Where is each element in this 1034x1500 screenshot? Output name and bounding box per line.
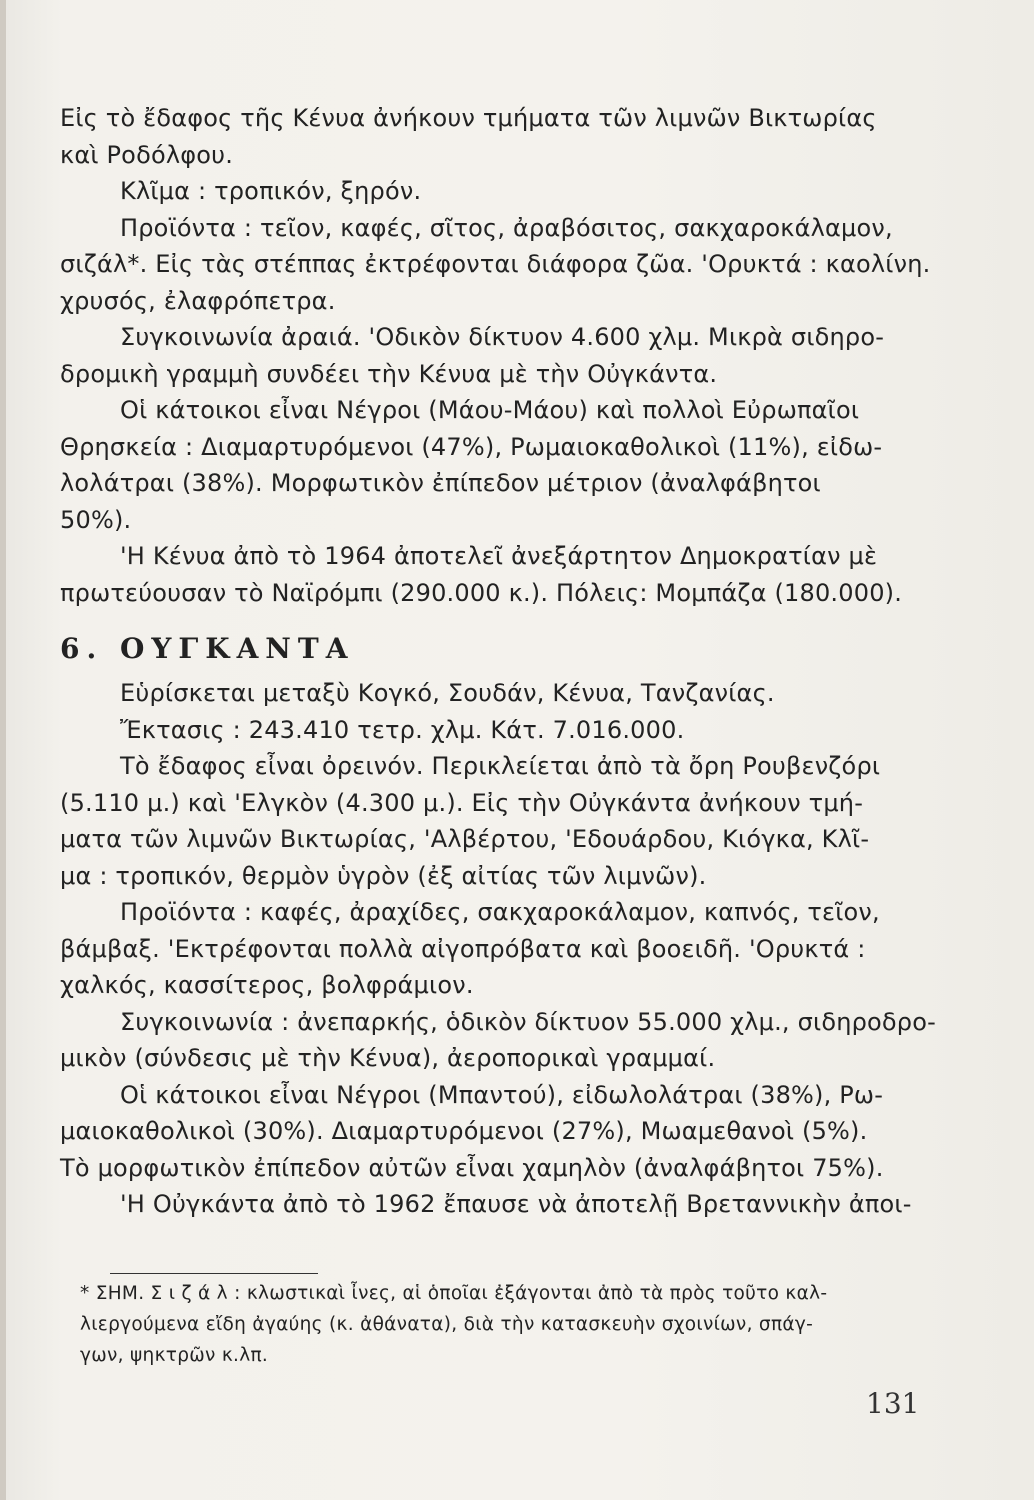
text-line: 50%). bbox=[60, 505, 132, 534]
text-line: (5.110 μ.) καὶ 'Ελγκὸν (4.300 μ.). Εἰς τὴν Οὐγκάντα ἀνήκουν τμή- bbox=[60, 788, 864, 817]
text-line: λολάτραι (38%). Μορφωτικὸν ἐπίπεδον μέτριον (ἀναλφάβητοι bbox=[60, 469, 821, 497]
section-heading: 6. ΟΥΓΚΑΝΤΑ bbox=[60, 632, 355, 665]
text-line: Εὑρίσκεται μεταξὺ Κογκό, Σουδάν, Κένυα, Τανζανίας. bbox=[120, 679, 775, 707]
page-spine-edge bbox=[0, 0, 6, 1500]
text-line: Ἔκτασις : 243.410 τετρ. χλμ. Κάτ. 7.016.000. bbox=[120, 715, 685, 744]
text-line: Θρησκεία : Διαμαρτυρόμενοι (47%), Ρωμαιοκαθολικοὶ (11%), εἰδω- bbox=[60, 432, 883, 461]
text-line: μαιοκαθολικοὶ (30%). Διαμαρτυρόμενοι (27%), Μωαμεθανοὶ (5%). bbox=[60, 1117, 868, 1145]
text-line: Οἱ κάτοικοι εἶναι Νέγροι (Μάου-Μάου) καὶ πολλοὶ Εὐρωπαῖοι bbox=[120, 396, 860, 424]
text-line: πρωτεύουσαν τὸ Ναϊρόμπι (290.000 κ.). Πόλεις: Μομπάζα (180.000). bbox=[60, 578, 903, 607]
text-line: μα : τροπικόν, θερμὸν ὑγρὸν (ἐξ αἰτίας τῶν λιμνῶν). bbox=[60, 861, 707, 890]
text-line: Συγκοινωνία : ἀνεπαρκής, ὁδικὸν δίκτυον 55.000 χλμ., σιδηροδρο- bbox=[120, 1007, 936, 1036]
footnote-line: γων, ψηκτρῶν κ.λπ. bbox=[80, 1345, 269, 1366]
text-line: 'Η Κένυα ἀπὸ τὸ 1964 ἀποτελεῖ ἀνεξάρτητον Δημοκρατίαν μὲ bbox=[120, 542, 878, 570]
text-line: Τὸ μορφωτικὸν ἐπίπεδον αὐτῶν εἶναι χαμηλὸν (ἀναλφάβητοι 75%). bbox=[60, 1153, 884, 1182]
text-line: Συγκοινωνία ἀραιά. 'Οδικὸν δίκτυον 4.600 χλμ. Μικρὰ σιδηρο- bbox=[120, 323, 885, 351]
text-line: δρομικὴ γραμμὴ συνδέει τὴν Κένυα μὲ τὴν Οὐγκάντα. bbox=[60, 359, 718, 388]
text-line: Οἱ κάτοικοι εἶναι Νέγροι (Μπαντού), εἰδωλολάτραι (38%), Ρω- bbox=[120, 1080, 884, 1109]
text-line: βάμβαξ. 'Εκτρέφονται πολλὰ αἰγοπρόβατα καὶ βοοειδῆ. 'Ορυκτά : bbox=[60, 934, 866, 963]
body-text bbox=[60, 100, 940, 1223]
text-line: 'Η Οὐγκάντα ἀπὸ τὸ 1962 ἔπαυσε νὰ ἀποτελῇ Βρεταννικὴν ἀποι- bbox=[120, 1190, 912, 1218]
page-number: 131 bbox=[866, 1387, 920, 1420]
text-line: χρυσός, ἐλαφρόπετρα. bbox=[60, 286, 336, 315]
text-line: Τὸ ἔδαφος εἶναι ὀρεινόν. Περικλείεται ἀπὸ τὰ ὄρη Ρουβενζόρι bbox=[120, 752, 881, 780]
footnote-divider bbox=[110, 1273, 318, 1274]
text-line: Προϊόντα : τεῖον, καφές, σῖτος, ἀραβόσιτος, σακχαροκάλαμον, bbox=[120, 213, 893, 242]
text-line: Προϊόντα : καφές, ἀραχίδες, σακχαροκάλαμον, καπνός, τεῖον, bbox=[120, 898, 880, 926]
text-line: μικὸν (σύνδεσις μὲ τὴν Κένυα), ἀεροπορικαὶ γραμμαί. bbox=[60, 1044, 716, 1072]
text-line: ματα τῶν λιμνῶν Βικτωρίας, 'Αλβέρτου, 'Εδουάρδου, Κιόγκα, Κλῖ- bbox=[60, 825, 870, 853]
text-line: Κλῖμα : τροπικόν, ξηρόν. bbox=[120, 177, 422, 205]
text-line: καὶ Ροδόλφου. bbox=[60, 140, 234, 169]
text-line: Εἰς τὸ ἔδαφος τῆς Κένυα ἀνήκουν τμήματα τῶν λιμνῶν Βικτωρίας bbox=[60, 104, 877, 132]
footnote-line: λιεργούμενα εἴδη ἀγαύης (κ. ἀθάνατα), διὰ τὴν κατασκευὴν σχοινίων, σπάγ- bbox=[80, 1314, 814, 1335]
text-line: χαλκός, κασσίτερος, βολφράμιον. bbox=[60, 971, 474, 999]
footnote-line: * ΣΗΜ. Σ ι ζ ά λ : κλωστικαὶ ἶνες, αἱ ὁποῖαι ἐξάγονται ἀπὸ τὰ πρὸς τοῦτο καλ- bbox=[80, 1283, 828, 1304]
text-line: σιζάλ*. Εἰς τὰς στέππας ἐκτρέφονται διάφορα ζῶα. 'Ορυκτά : καολίνη. bbox=[60, 250, 931, 278]
